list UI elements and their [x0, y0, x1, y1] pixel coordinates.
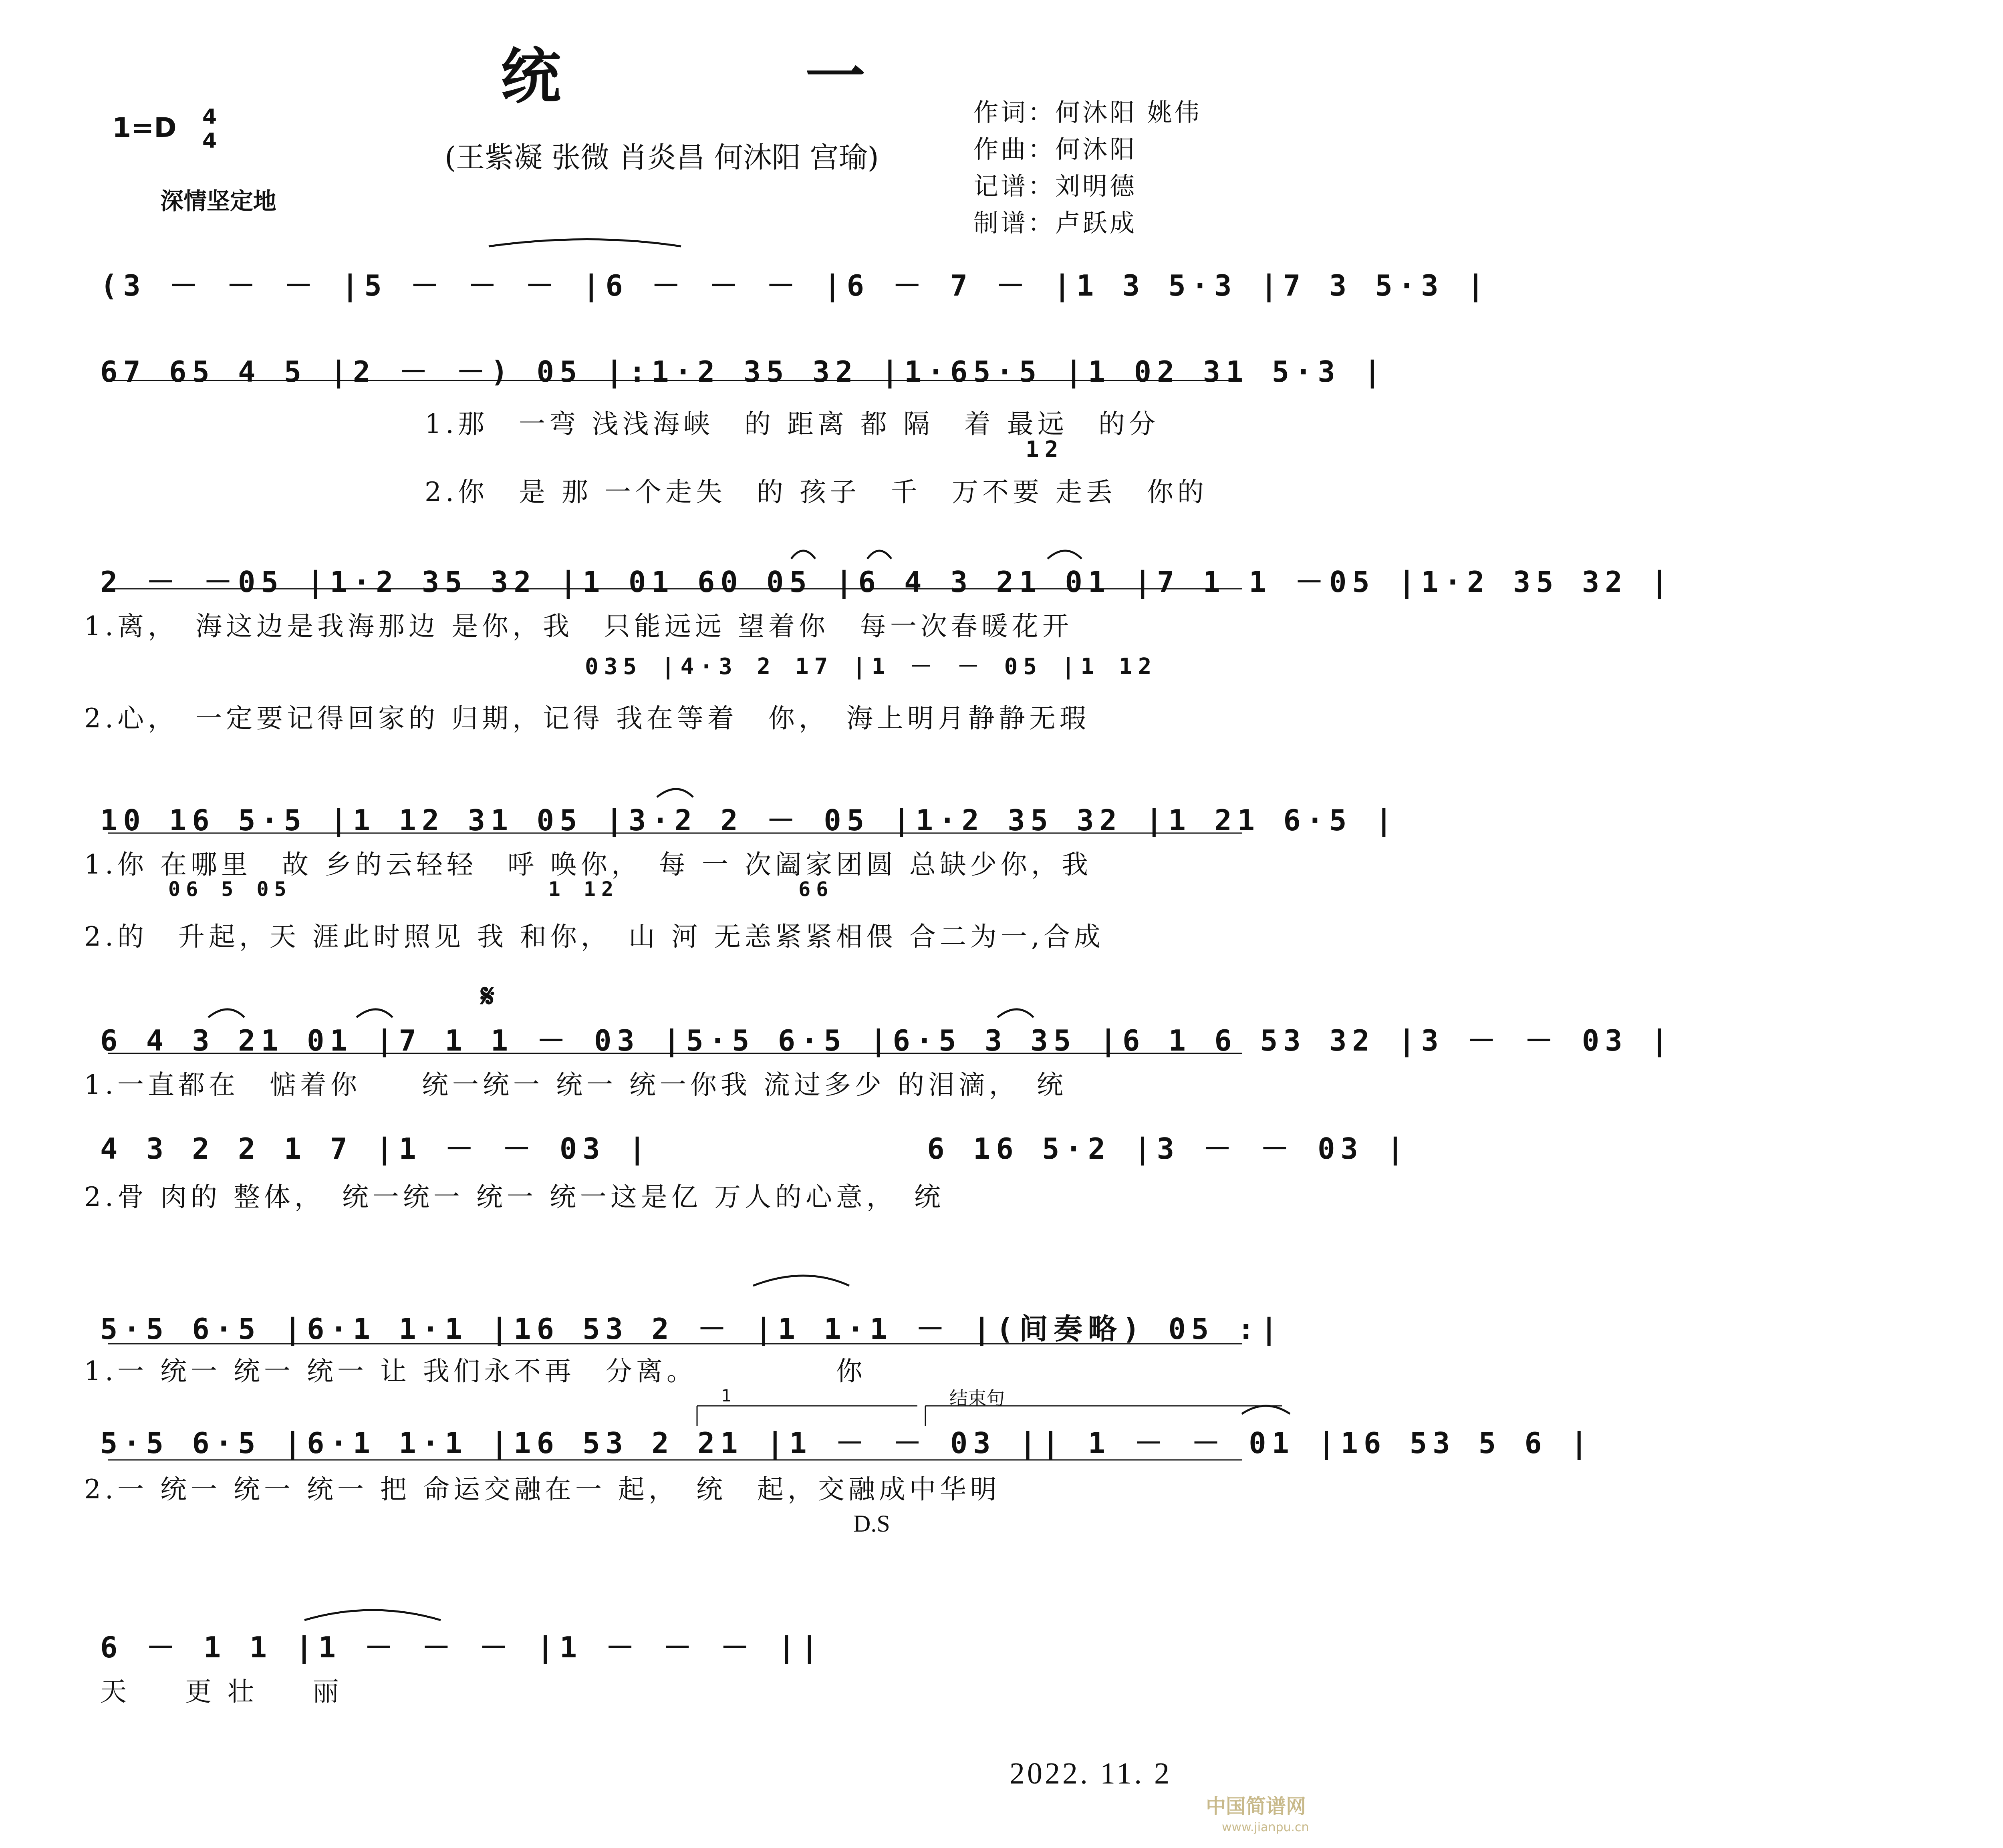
- credit-transcriber: 记谱：刘明德: [973, 171, 1137, 201]
- tie-arc: [791, 551, 815, 559]
- volta-1-label: 1: [721, 1386, 732, 1405]
- score-row-4-lyrics-2: 2.的 升起，天 涯此时照见 我 和你， 山 河 无恙紧紧相偎 合二为一,合成: [84, 921, 1104, 952]
- score-row-3-lyrics-1: 1.离， 海这边是我海那边 是你，我 只能远远 望着你 每一次春暖花开: [84, 611, 1073, 642]
- score-row-5-lyrics-1: 1.一直都在 惦着你 统一统一 统一 统一你我 流过多少 的泪滴， 统: [84, 1069, 1067, 1100]
- score-row-4-notes: 10 16 5·5 |1 12 31 05 |3·2 2 － 05 |1·2 35 32 |1 21 6·5 |: [100, 803, 1398, 837]
- ending-label: 结束句: [949, 1387, 1005, 1409]
- time-signature: 4 4: [202, 105, 217, 153]
- tie-arc: [489, 240, 681, 247]
- score-row-3-lyrics-2: 2.心， 一定要记得回家的 归期，记得 我在等着 你， 海上明月静静无瑕: [84, 703, 1090, 734]
- credits-block: [973, 94, 1202, 242]
- tie-arc: [357, 1009, 393, 1017]
- score-row-2-notes: 67 65 4 5 |2 － －) 05 |:1·2 35 32 |1·65·5 |1 02 31 5·3 |: [100, 355, 1387, 389]
- segno-sign: 𝄋: [481, 977, 500, 1015]
- score-row-6-lyrics-2: 2.一 统一 统一 统一 把 命运交融在一 起， 统 起，交融成中华明: [84, 1474, 1001, 1505]
- score-row-2-lyrics-2: 2.你 是 那 一个走失 的 孩子 千 万不要 走丢 你的: [425, 477, 1208, 507]
- score-row-5-notes-2: 4 3 2 2 1 7 |1 － － 03 | 6 16 5·2 |3 － － 03 |: [100, 1132, 1410, 1166]
- watermark-logo: 中国简谱网: [1206, 1795, 1306, 1818]
- tie-arc: [304, 1610, 441, 1620]
- score-row-6-lyrics-1: 1.一 统一 统一 统一 让 我们永不再 分离。 你: [84, 1356, 866, 1387]
- credit-editor: 制谱：卢跃成: [973, 208, 1137, 238]
- tie-arc: [867, 551, 891, 559]
- date-stamp: 2022. 11. 2: [1010, 1757, 1172, 1790]
- tie-arc: [1048, 551, 1082, 559]
- ds-marking: D.S: [853, 1510, 890, 1537]
- score-row-4-lyrics-1: 1.你 在哪里 故 乡的云轻轻 呼 唤你， 每 一 次阖家团圆 总缺少你，我: [84, 849, 1092, 880]
- score-row-5-lyrics-2: 2.骨 肉的 整体， 统一统一 统一 统一这是亿 万人的心意， 统: [84, 1182, 945, 1212]
- score-row-7-lyrics-1: 天 更壮 丽: [100, 1676, 355, 1707]
- tie-arc: [208, 1009, 244, 1017]
- score-row-7-notes: 6 － 1 1 |1 － － － |1 － － － ||: [100, 1631, 824, 1664]
- watermark-url: www.jianpu.cn: [1222, 1820, 1309, 1834]
- song-title: 统 一: [501, 41, 958, 112]
- credit-composer: 作曲：何沐阳: [973, 135, 1137, 164]
- score-row-5-notes: 6 4 3 21 01 |7 1 1 － 03 |5·5 6·5 |6·5 3 35 |6 1 6 53 32 |3 － － 03 |: [100, 1024, 1674, 1057]
- tie-arc: [753, 1276, 849, 1286]
- tie-arc: [657, 789, 693, 797]
- score-row-3-notes: 2 － －05 |1·2 35 32 |1 01 60 05 |6 4 3 21 01 |7 1 1 －05 |1·2 35 32 |: [100, 565, 1674, 599]
- singers-line: (王紫凝 张微 肖炎昌 何沐阳 宫瑜): [445, 141, 879, 174]
- score-row-6-notes-2: 5·5 6·5 |6·1 1·1 |16 53 2 21 |1 － － 03 || 1 － － 01 |16 53 5 6 |: [100, 1426, 1594, 1460]
- score-row-3-upper-2: 035 |4·3 2 17 |1 － － 05 |1 12: [585, 654, 1157, 680]
- tie-arc: [1242, 1406, 1290, 1414]
- score-row-2-upper-2: 12: [1026, 437, 1064, 463]
- key-signature: 1=D: [112, 112, 177, 144]
- score-row-2-lyrics-1: 1.那 一弯 浅浅海峡 的 距离 都 隔 着 最远 的分: [425, 409, 1159, 439]
- credit-lyricist: 作词：何沐阳 姚伟: [973, 98, 1202, 127]
- score-row-4-upper-2: 06 5 05 1 12 66: [168, 878, 834, 901]
- tempo-marking: 深情坚定地: [160, 187, 277, 215]
- score-row-1-notes: (3 － － － |5 － － － |6 － － － |6 － 7 － |1 3 5·3 |7 3 5·3 |: [100, 269, 1490, 302]
- score-row-6-notes: 5·5 6·5 |6·1 1·1 |16 53 2 － |1 1·1 － |(间奏略) 05 :|: [100, 1312, 1284, 1346]
